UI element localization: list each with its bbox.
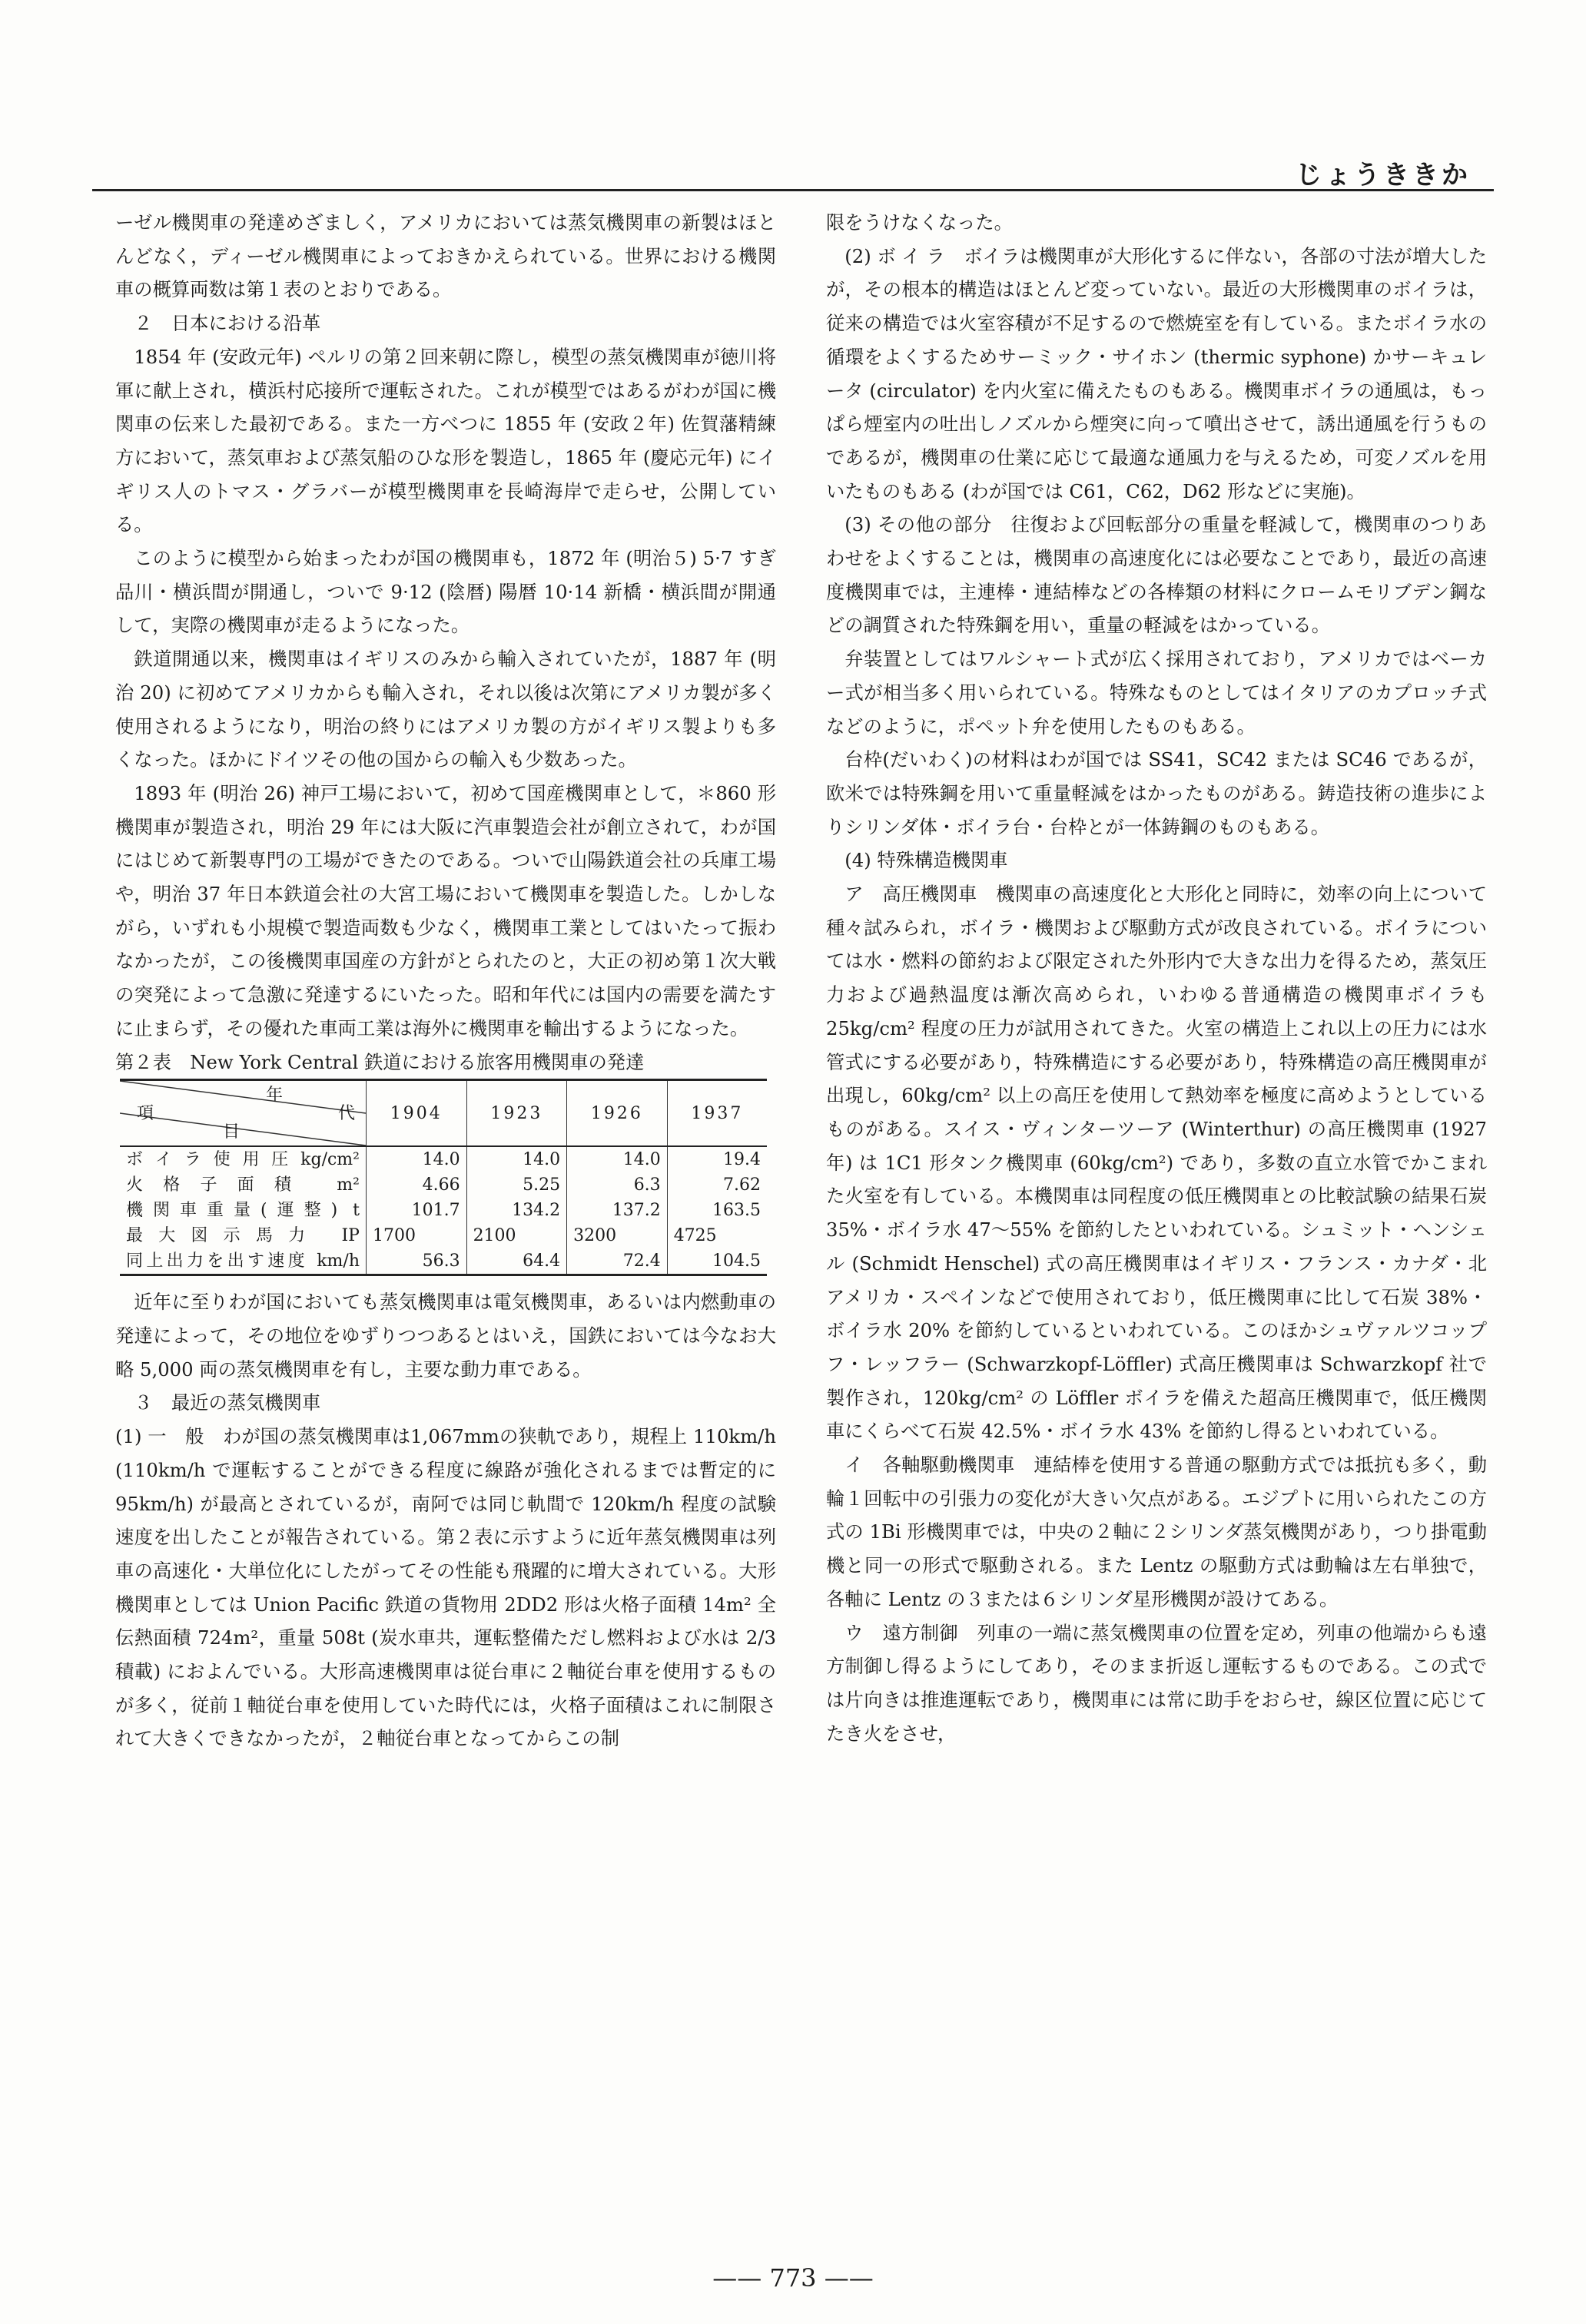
- corner-label-bottom: 目: [223, 1122, 241, 1142]
- section-heading: ２ 日本における沿革: [134, 312, 321, 335]
- year-header: 1904: [367, 1080, 467, 1147]
- year-header: 1937: [667, 1080, 767, 1147]
- right-column: [826, 206, 1487, 1750]
- locomotive-table: [120, 1079, 767, 1276]
- corner-diagonal-lines: [120, 1081, 366, 1145]
- paragraph: 1893 年 (明治 26) 神戸工場において，初めて国産機関車として，＊860 形機関車が製造され，明治 29 年には大阪に汽車製造会社が創立されて，わが国にはじめて新製専門の工場ができたのである。ついで山陽鉄道会社の兵庫工場や，明治 37 年日本鉄道会社の大宮工場において機関車を製造した。しかしながら，いずれも小規模で製造両数も少なく，機関車工業としてはいたって振わなかったが，この後機関車国産の方針がとられたのと，大正の初め第１次大戦の突発によって急激に発達するにいたった。昭和年代には国内の需要を満たすに止まらず，その優れた車両工業は海外に機関車を輸出するようになった。: [115, 781, 776, 1039]
- section-heading: (4) 特殊構造機関車: [844, 849, 1008, 872]
- corner-label-left: 項: [137, 1104, 154, 1124]
- table-cell: 3200: [567, 1223, 668, 1248]
- table-cell: 101.7: [367, 1198, 467, 1223]
- table-caption: 第２表 New York Central 鉄道における旅客用機関車の発達: [115, 1050, 645, 1073]
- paragraph: ウ 遠方制御 列車の一端に蒸気機関車の位置を定め，列車の他端からも遠方制御し得るようにしてあり，そのまま折返し運転するものである。この式では片向きは推進運転であり，機関車には常に助手をおらせ，線区位置に応じてたき火をさせ，: [826, 1621, 1487, 1745]
- table-cell: 1700: [367, 1223, 467, 1248]
- year-header: 1926: [567, 1080, 668, 1147]
- running-head: じょうききか: [1296, 160, 1471, 191]
- paragraph: (2) ボ イ ラ ボイラは機関車が大形化するに伴ない，各部の寸法が増大したが，その根本的構造はほとんど変っていない。最近の大形機関車のボイラは，従来の構造では火室容積が不足するので燃焼室を有している。またボイラ水の循環をよくするためサーミック・サイホン (thermic syphone) かサーキュレータ (circulator) を内火室に備えたものもある。機関車ボイラの通風は，もっぱら煙室内の吐出しノズルから煙突に向って噴出させて，誘出通風を行うものであるが，機関車の仕業に応じて最適な通風力を与えるため，可変ノズルを用いたものもある (わが国では C61，C62，D62 形などに実施)。: [826, 244, 1487, 502]
- row-label: 最大図示馬力 IP: [126, 1226, 360, 1246]
- section-heading: ３ 最近の蒸気機関車: [134, 1391, 321, 1414]
- table-cell: 104.5: [667, 1248, 767, 1275]
- table-cell: 6.3: [567, 1172, 668, 1198]
- table-cell: 163.5: [667, 1198, 767, 1223]
- table-cell: 64.4: [466, 1248, 567, 1275]
- table-cell: 7.62: [667, 1172, 767, 1198]
- year-header: 1923: [466, 1080, 567, 1147]
- table-cell: 134.2: [466, 1198, 567, 1223]
- row-label: 同上出力を出す速度 km/h: [126, 1252, 360, 1271]
- table-cell: 19.4: [667, 1146, 767, 1172]
- table-row: [120, 1223, 767, 1248]
- table-row: [120, 1146, 767, 1172]
- paragraph: (1) 一 般 わが国の蒸気機関車は1,067mmの狭軌であり，規程上 110km/h (110km/h で運転することができる程度に線路が強化されるまでは暫定的に 95km/h) が最高とされているが，南阿では同じ軌間で 120km/h 程度の試験速度を出したことが報告されている。第２表に示すように近年蒸気機関車は列車の高速化・大単位化にしたがってその性能も飛躍的に増大されている。大形機関車としては Union Pacific 鉄道の貨物用 2DD2 形は火格子面積 14m² 全伝熱面積 724m²，重量 508t (炭水車共，運転整備ただし燃料および水は 2/3 積載) におよんでいる。大形高速機関車は従台車に２軸従台車を使用するものが多く，従前１軸従台車を使用していた時代には，火格子面積はこれに制限されて大きくできなかったが，２軸従台車となってからこの制: [115, 1425, 776, 1750]
- table-cell: 5.25: [466, 1172, 567, 1198]
- table-cell: 56.3: [367, 1248, 467, 1275]
- paragraph: 1854 年 (安政元年) ペルリの第２回来朝に際し，模型の蒸気機関車が徳川将軍に献上され，横浜村応接所で運転された。これが模型ではあるがわが国に機関車の伝来した最初である。また一方べつに 1855 年 (安政２年) 佐賀藩精練方において，蒸気車および蒸気船のひな形を製造し，1865 年 (慶応元年) にイギリス人のトマス・グラバーが模型機関車を長崎海岸で走らせ，公開している。: [115, 345, 776, 536]
- paragraph: 近年に至りわが国においても蒸気機関車は電気機関車，あるいは内燃動車の発達によって，その地位をゆずりつつあるとはいえ，国鉄においては今なお大略 5,000 両の蒸気機関車を有し，主要な動力車である。: [115, 1291, 776, 1381]
- table-row: [120, 1172, 767, 1198]
- table-cell: 14.0: [567, 1146, 668, 1172]
- row-label: 機関車重量(運整) t: [126, 1201, 360, 1221]
- table-cell: 14.0: [367, 1146, 467, 1172]
- page-number: —— 773 ——: [712, 2263, 874, 2293]
- table-row: [120, 1198, 767, 1223]
- paragraph: 弁装置としてはワルシャート式が広く採用されており，アメリカではベーカー式が相当多く用いられている。特殊なものとしてはイタリアのカプロッチ式などのように，ポペット弁を使用したものもある。: [826, 648, 1487, 738]
- table-cell: 72.4: [567, 1248, 668, 1275]
- left-column: [115, 206, 776, 1755]
- table-cell: 2100: [466, 1223, 567, 1248]
- header-rule: [92, 189, 1494, 191]
- corner-label-top: 年: [266, 1086, 284, 1106]
- paragraph: 限をうけなくなった。: [826, 211, 1013, 234]
- table-corner-header: [120, 1080, 367, 1147]
- table-cell: 137.2: [567, 1198, 668, 1223]
- paragraph: (3) その他の部分 往復および回転部分の重量を軽減して，機関車のつりあわせをよくすることは，機関車の高速度化には必要なことであり，最近の高速度機関車では，主連棒・連結棒などの各棒類の材料にクロームモリブデン鋼などの調質された特殊鋼を用い，重量の軽減をはかっている。: [826, 513, 1487, 637]
- paragraph: イ 各軸駆動機関車 連結棒を使用する普通の駆動方式では抵抗も多く，動輪１回転中の引張力の変化が大きい欠点がある。エジプトに用いられたこの方式の 1Bi 形機関車では，中央の２軸に２シリンダ蒸気機関があり，つり掛電動機と同一の形式で駆動される。また Lentz の駆動方式は動輪は左右単独で，各軸に Lentz の３または６シリンダ星形機関が設けてある。: [826, 1454, 1487, 1610]
- row-label: ボイラ使用圧kg/cm²: [126, 1150, 360, 1170]
- table-cell: 14.0: [466, 1146, 567, 1172]
- paragraph: ーゼル機関車の発達めざましく，アメリカにおいては蒸気機関車の新製はほとんどなく，ディーゼル機関車によっておきかえられている。世界における機関車の概算両数は第１表のとおりである。: [115, 211, 776, 301]
- table-cell: 4.66: [367, 1172, 467, 1198]
- table-cell: 4725: [667, 1223, 767, 1248]
- paragraph: ア 高圧機関車 機関車の高速度化と大形化と同時に，効率の向上について種々試みられ，ボイラ・機関および駆動方式が改良されている。ボイラについては水・燃料の節約および限定された外形内で大きな出力を得るため，蒸気圧力および過熱温度は漸次高められ，いわゆる普通構造の機関車ボイラも 25kg/cm² 程度の圧力が試用されてきた。火室の構造上これ以上の圧力には水管式にする必要があり，特殊構造にする必要があり，特殊構造の高圧機関車が出現し，60kg/cm² 以上の高圧を使用して熱効率を極度に高めようとしているものがある。スイス・ヴィンターツーア (Winterthur) の高圧機関車 (1927 年) は 1C1 形タンク機関車 (60kg/cm²) であり，多数の直立水管でかこまれた火室を有している。本機関車は同程度の低圧機関車との比較試験の結果石炭 35%・ボイラ水 47〜55% を節約したといわれている。シュミット・ヘンシェル (Schmidt Henschel) 式の高圧機関車はイギリス・フランス・カナダ・北アメリカ・スペインなどで使用されており，低圧機関車に比して石炭 38%・ボイラ水 20% を節約しているといわれている。このほかシュヴァルツコップフ・レッフラー (Schwarzkopf-Löffler) 式高圧機関車は Schwarzkopf 社で製作され，120kg/cm² の Löffler ボイラを備えた超高圧機関車で，低圧機関車にくらべて石炭 42.5%・ボイラ水 43% を節約し得るといわれている。: [826, 883, 1487, 1443]
- paragraph: このように模型から始まったわが国の機関車も，1872 年 (明治５) 5·7 すぎ品川・横浜間が開通し，ついで 9·12 (陰暦) 陽暦 10·14 新橋・横浜間が開通して，実際の機関車が走るようになった。: [115, 547, 776, 637]
- row-label: 火格子面積 m²: [126, 1175, 360, 1195]
- paragraph: 鉄道開通以来，機関車はイギリスのみから輸入されていたが，1887 年 (明治 20) に初めてアメリカからも輸入され，それ以後は次第にアメリカ製が多く使用されるようになり，明治の終りにはアメリカ製の方がイギリス製よりも多くなった。ほかにドイツその他の国からの輸入も少数あった。: [115, 648, 776, 771]
- paragraph: 台枠(だいわく)の材料はわが国では SS41，SC42 または SC46 であるが，欧米では特殊鋼を用いて重量軽減をはかったものがある。鋳造技術の進歩によりシリンダ体・ボイラ台・台枠とが一体鋳鋼のものもある。: [826, 748, 1487, 838]
- table-row: [120, 1248, 767, 1275]
- corner-label-right: 代: [337, 1104, 355, 1124]
